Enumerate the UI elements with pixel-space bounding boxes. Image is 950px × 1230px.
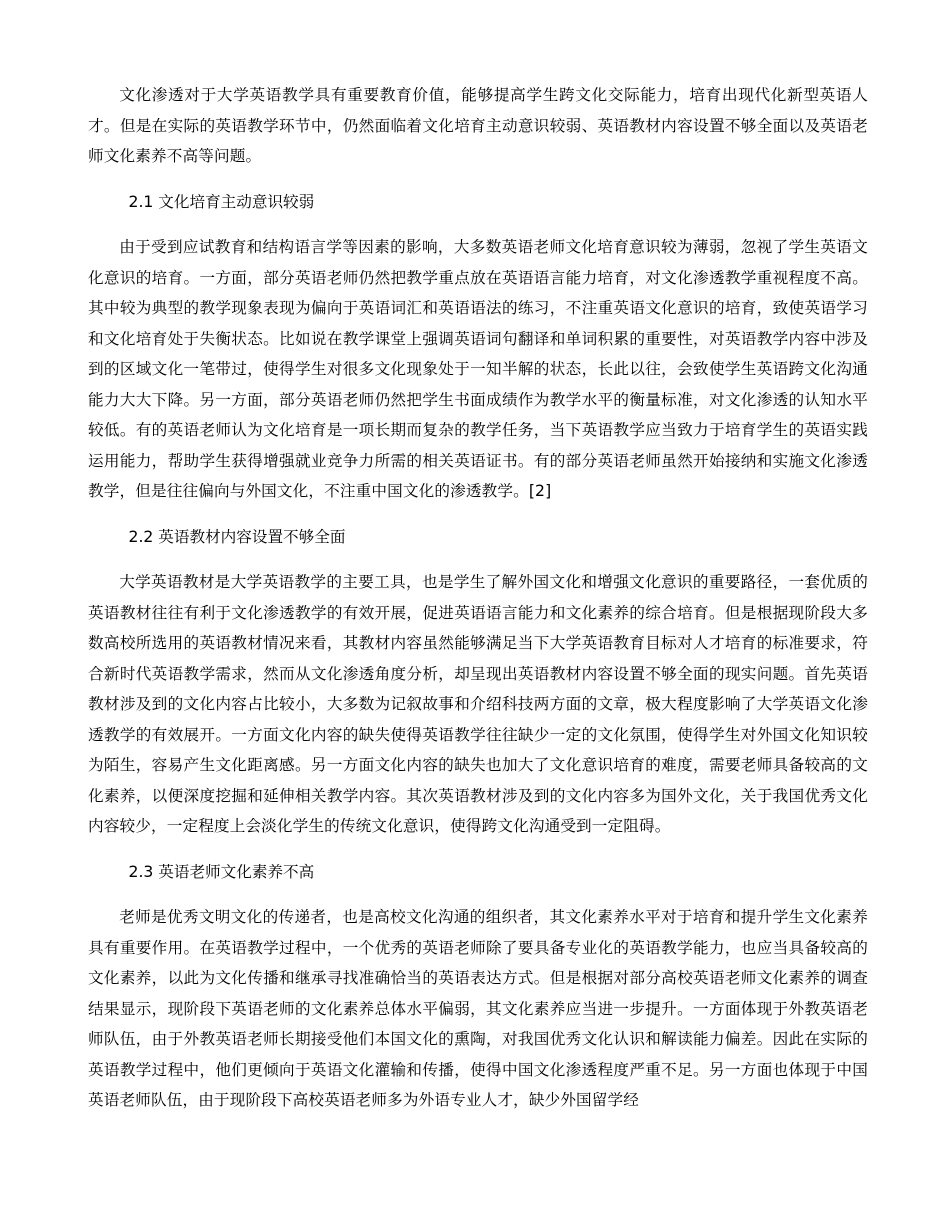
spacer (88, 217, 868, 232)
spacer (88, 172, 868, 187)
spacer (88, 842, 868, 857)
spacer (88, 887, 868, 902)
section-heading-2-1: 2.1 文化培育主动意识较弱 (128, 192, 315, 211)
section-body-2-3: 老师是优秀文明文化的传递者，也是高校文化沟通的组织者，其文化素养水平对于培育和提升学生文化素养具有重要作用。在英语教学过程中，一个优秀的英语老师除了要具备专业化的英语教学能力，也应当具备较高的文化素养，以此为文化传播和继承寻找准确恰当的英语表达方式。但是根据对部分高校英语老师文化素养的调查结果显示，现阶段下英语老师的文化素养总体水平偏弱，其文化素养应当进一步提升。一方面体现于外教英语老师队伍，由于外教英语老师长期接受他们本国文化的熏陶，对我国优秀文化认识和解读能力偏差。因此在实际的英语教学过程中，他们更倾向于英语文化灌输和传播，使得中国文化渗透程度严重不足。另一方面也体现于中国英语老师队伍，由于现阶段下高校英语老师多为外语专业人才，缺少外国留学经 (88, 908, 868, 1109)
spacer (88, 552, 868, 567)
section-heading-2-3: 2.3 英语老师文化素养不高 (128, 862, 315, 881)
spacer (88, 507, 868, 522)
section-heading-2-2: 2.2 英语教材内容设置不够全面 (128, 527, 346, 546)
intro-paragraph: 文化渗透对于大学英语教学具有重要教育价值，能够提高学生跨文化交际能力，培育出现代化新型英语人才。但是在实际的英语教学环节中，仍然面临着文化培育主动意识较弱、英语教材内容设置不够全面以及英语老师文化素养不高等问题。 (88, 86, 868, 165)
section-body-2-2: 大学英语教材是大学英语教学的主要工具，也是学生了解外国文化和增强文化意识的重要路径，一套优质的英语教材往往有利于文化渗透教学的有效开展，促进英语语言能力和文化素养的综合培育。但是根据现阶段大多数高校所选用的英语教材情况来看，其教材内容虽然能够满足当下大学英语教育目标对人才培育的标准要求，符合新时代英语教学需求，然而从文化渗透角度分析，却呈现出英语教材内容设置不够全面的现实问题。首先英语教材涉及到的文化内容占比较小，大多数为记叙故事和介绍科技两方面的文章，极大程度影响了大学英语文化渗透教学的有效展开。一方面文化内容的缺失使得英语教学往往缺少一定的文化氛围，使得学生对外国文化知识较为陌生，容易产生文化距离感。另一方面文化内容的缺失也加大了文化意识培育的难度，需要老师具备较高的文化素养，以便深度挖掘和延伸相关教学内容。其次英语教材涉及到的文化内容多为国外文化，关于我国优秀文化内容较少，一定程度上会淡化学生的传统文化意识，使得跨文化沟通受到一定阻碍。 (88, 573, 868, 835)
document-page (88, 80, 868, 1116)
section-body-2-1: 由于受到应试教育和结构语言学等因素的影响，大多数英语老师文化培育意识较为薄弱，忽视了学生英语文化意识的培育。一方面，部分英语老师仍然把教学重点放在英语语言能力培育，对文化渗透教学重视程度不高。其中较为典型的教学现象表现为偏向于英语词汇和英语语法的练习，不注重英语文化意识的培育，致使英语学习和文化培育处于失衡状态。比如说在教学课堂上强调英语词句翻译和单词积累的重要性，对英语教学内容中涉及到的区域文化一笔带过，使得学生对很多文化现象处于一知半解的状态，长此以往，会致使学生英语跨文化沟通能力大大下降。另一方面，部分英语老师仍然把学生书面成绩作为教学水平的衡量标准，对文化渗透的认知水平较低。有的英语老师认为文化培育是一项长期而复杂的教学任务，当下英语教学应当致力于培育学生的英语实践运用能力，帮助学生获得增强就业竞争力所需的相关英语证书。有的部分英语老师虽然开始接纳和实施文化渗透教学，但是往往偏向与外国文化，不注重中国文化的渗透教学。[2] (88, 238, 868, 500)
